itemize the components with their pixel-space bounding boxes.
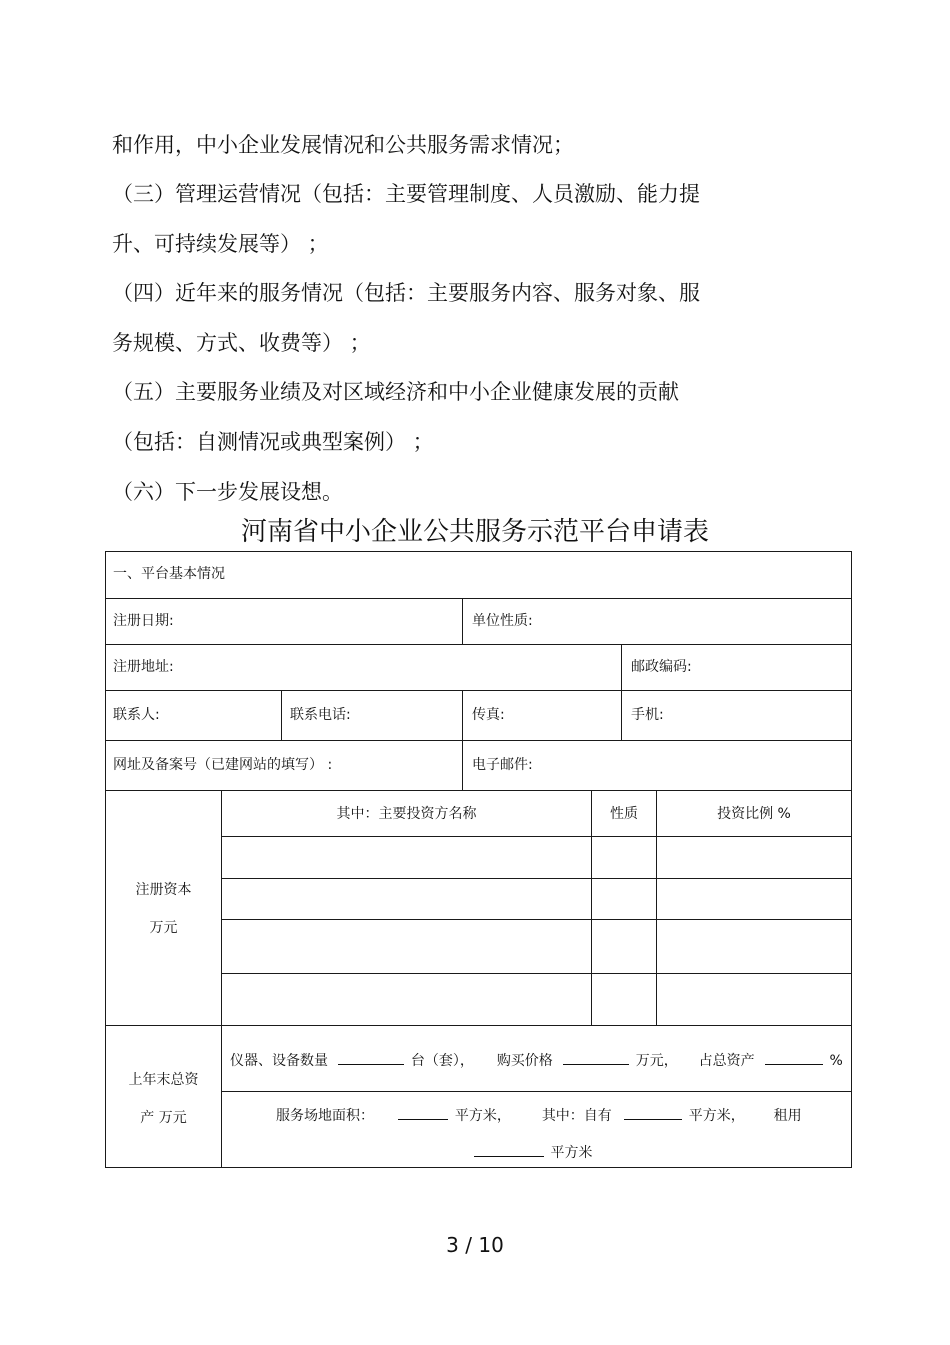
table-col-line	[221, 790, 222, 1167]
site-area-unit: 平方米，	[454, 1108, 511, 1124]
table-row-line	[105, 740, 852, 741]
table-row-line	[105, 598, 852, 599]
pct-assets-label: 占总资产	[698, 1053, 755, 1069]
nature-header: 性质	[610, 806, 638, 822]
table-col-line	[621, 690, 622, 740]
table-col-line	[656, 790, 657, 1025]
table-row-line	[221, 836, 852, 837]
email-label: 电子邮件:	[472, 757, 533, 773]
rented-label: 租用	[773, 1108, 802, 1124]
owned-area-blank	[624, 1105, 682, 1120]
owned-area-unit: 平方米，	[688, 1108, 745, 1124]
equipment-row	[230, 1050, 843, 1070]
table-row-line	[221, 919, 852, 920]
rented-area-row	[474, 1142, 592, 1162]
mobile-label: 手机:	[631, 707, 664, 723]
site-area-label: 服务场地面积：	[276, 1108, 374, 1124]
assets-label-line-1: 上年末总资	[128, 1072, 199, 1088]
unit-sets-label: 台（套），	[410, 1053, 474, 1069]
unit-nature-label: 单位性质:	[472, 613, 533, 629]
table-col-line	[462, 740, 463, 790]
table-row-line	[105, 644, 852, 645]
table-row-line	[105, 690, 852, 691]
website-label: 网址及备案号（已建网站的填写） :	[113, 757, 333, 773]
investment-ratio-header: 投资比例 %	[717, 806, 791, 822]
table-row-line	[105, 790, 852, 791]
contact-phone-label: 联系电话:	[290, 707, 351, 723]
capital-label-line-1: 注册资本	[135, 882, 192, 898]
table-border-top	[105, 551, 852, 552]
table-col-line	[281, 690, 282, 740]
table-row-line	[105, 1025, 852, 1026]
equip-qty-label: 仪器、设备数量	[230, 1053, 328, 1069]
table-row-line	[221, 973, 852, 974]
paragraph-line-1: 和作用，中小企业发展情况和公共服务需求情况；	[112, 133, 574, 157]
site-area-blank	[398, 1105, 448, 1120]
reg-address-label: 注册地址:	[113, 659, 174, 675]
unit-wanyuan-label: 万元，	[635, 1053, 678, 1069]
table-border-bottom	[105, 1167, 852, 1168]
table-row-line	[221, 1091, 852, 1092]
page-indicator: 3 / 10	[446, 1233, 504, 1257]
assets-label-line-2: 产 万元	[140, 1110, 187, 1126]
paragraph-line-8: （六）下一步发展设想。	[112, 480, 343, 504]
table-col-line	[621, 644, 622, 690]
section-header: 一、平台基本情况	[113, 566, 225, 582]
equip-qty-blank	[338, 1050, 404, 1065]
reg-date-label: 注册日期:	[113, 613, 174, 629]
table-border-right	[851, 551, 852, 1168]
paragraph-line-2: （三）管理运营情况（包括：主要管理制度、人员激励、能力提	[112, 182, 700, 206]
purchase-price-label: 购买价格	[496, 1053, 553, 1069]
purchase-price-blank	[563, 1050, 629, 1065]
rented-area-blank	[474, 1142, 544, 1157]
table-col-line	[462, 690, 463, 740]
postal-code-label: 邮政编码:	[631, 659, 692, 675]
owned-label: 其中：自有	[541, 1108, 612, 1124]
contact-person-label: 联系人:	[113, 707, 160, 723]
pct-assets-blank	[765, 1050, 823, 1065]
paragraph-line-4: （四）近年来的服务情况（包括：主要服务内容、服务对象、服	[112, 281, 700, 305]
paragraph-line-7: （包括：自测情况或典型案例） ；	[112, 430, 434, 454]
capital-label-line-2: 万元	[149, 920, 178, 936]
table-row-line	[221, 878, 852, 879]
investor-name-header: 其中：主要投资方名称	[336, 806, 477, 822]
form-title: 河南省中小企业公共服务示范平台申请表	[240, 517, 709, 547]
site-area-row	[276, 1105, 802, 1125]
table-col-line	[462, 598, 463, 644]
pct-sign: %	[829, 1053, 843, 1069]
paragraph-line-6: （五）主要服务业绩及对区域经济和中小企业健康发展的贡献	[112, 380, 679, 404]
fax-label: 传真:	[472, 707, 505, 723]
table-col-line	[591, 790, 592, 1025]
paragraph-line-5: 务规模、方式、收费等） ；	[112, 331, 371, 355]
rented-area-unit: 平方米	[550, 1145, 593, 1161]
paragraph-line-3: 升、可持续发展等） ；	[112, 232, 329, 256]
